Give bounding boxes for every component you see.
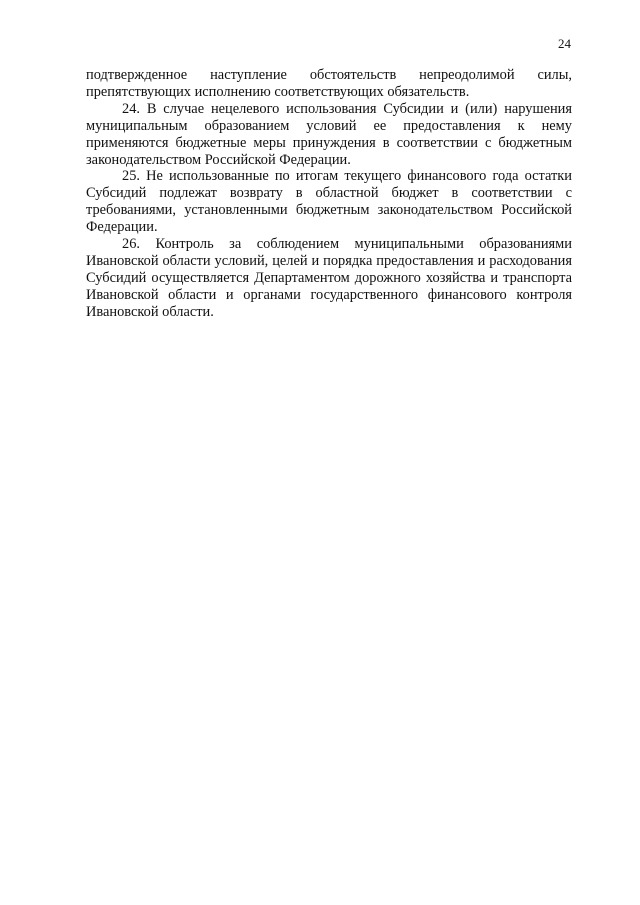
paragraph-continuation: подтвержденное наступление обстоятельств непреодолимой силы, препятствующих исполнению соответствующих обязательств. (86, 67, 572, 100)
paragraph-25: 25. Не использованные по итогам текущего финансового года остатки Субсидий подлежат возврату в областной бюджет в соответствии с требованиями, установленными бюджетным законодательством Российской Федерации. (86, 168, 572, 236)
paragraph-24: 24. В случае нецелевого использования Субсидии и (или) нарушения муниципальным образованием условий ее предоставления к нему применяются бюджетные меры принуждения в соответствии с бюджетным законодательством Российской Федерации. (86, 100, 572, 168)
paragraph-26: 26. Контроль за соблюдением муниципальными образованиями Ивановской области условий, целей и порядка предоставления и расходования Субсидий осуществляется Департаментом дорожного хозяйства и транспорта Ивановской области и органами государственного финансового контроля Ивановской области. (86, 236, 572, 320)
page-number: 24 (558, 36, 571, 51)
document-body (86, 67, 572, 321)
